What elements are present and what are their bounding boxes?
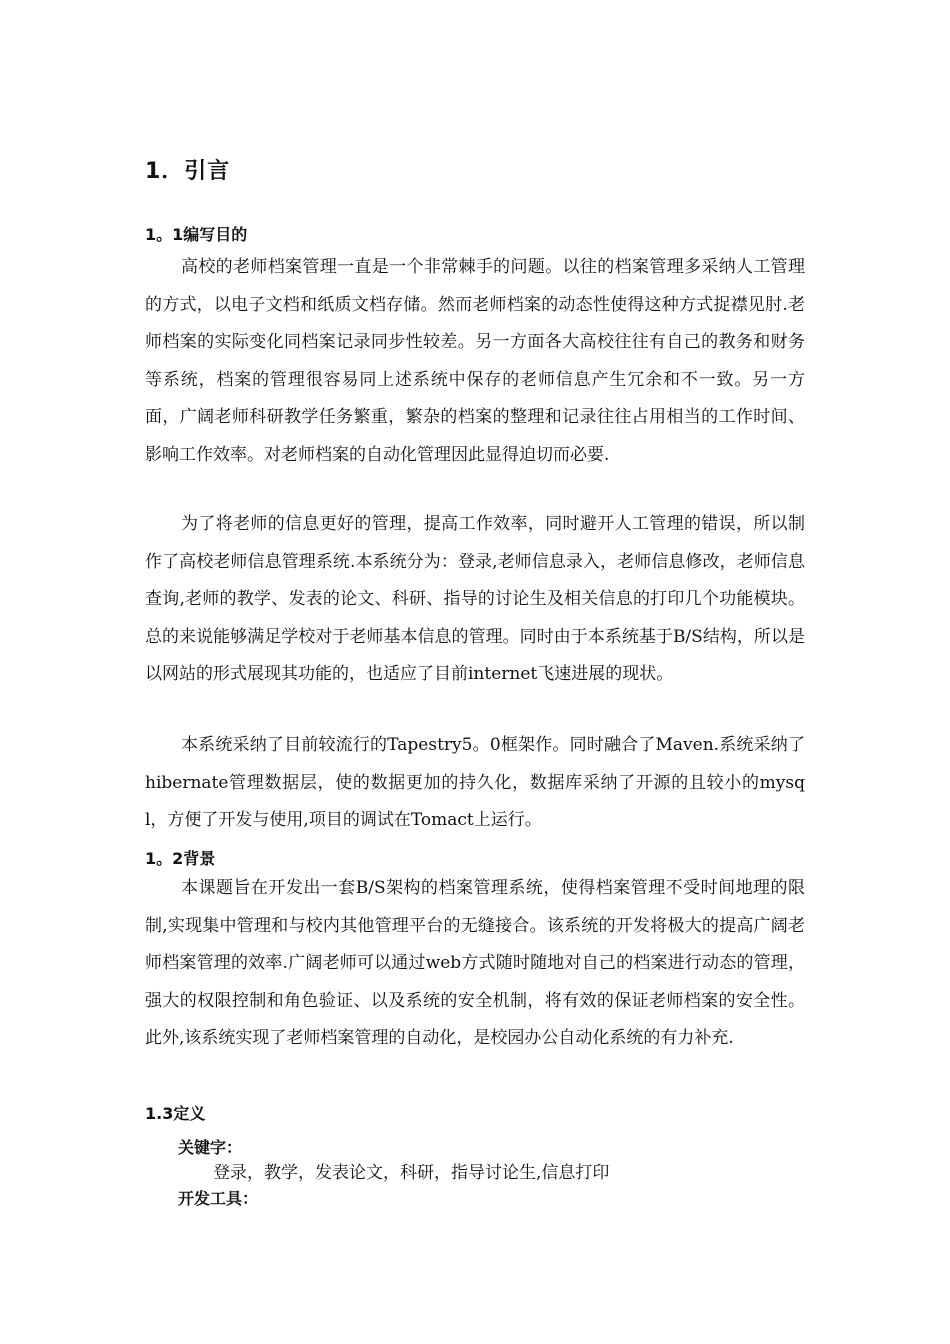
chapter-heading: 1．引言 [145,159,231,184]
keywords-text: 登录，教学，发表论文，科研，指导讨论生,信息打印 [213,1163,610,1183]
keywords-label: 关键字： [178,1138,243,1157]
paragraph-purpose-2: 为了将老师的信息更好的管理，提高工作效率，同时避开人工管理的错误，所以制作了高校老师信息管理系统.本系统分为：登录,老师信息录入，老师信息修改，老师信息查询,老师的教学、发表的论文、科研、指导的讨论生及相关信息的打印几个功能模块。总的来说能够满足学校对于老师基本信息的管理。同时由于本系统基于B/S结构，所以是以网站的形式展现其功能的，也适应了目前internet飞速进展的现状。 [145,514,805,684]
section-heading-purpose: 1。1编写目的 [145,225,248,244]
tools-label: 开发工具： [178,1189,259,1208]
section-heading-background: 1。2背景 [145,849,216,868]
paragraph-purpose-3: 本系统采纳了目前较流行的Tapestry5。0框架作。同时融合了Maven.系统采纳了hibernate管理数据层，使的数据更加的持久化，数据库采纳了开源的且较小的mysql，方便了开发与使用,项目的调试在Tomact上运行。 [145,735,805,830]
section-heading-definitions: 1.3定义 [145,1104,206,1123]
paragraph-purpose-1: 高校的老师档案管理一直是一个非常棘手的问题。以往的档案管理多采纳人工管理的方式，以电子文档和纸质文档存储。然而老师档案的动态性使得这种方式捉襟见肘.老师档案的实际变化同档案记录同步性较差。另一方面各大高校往往有自己的教务和财务等系统，档案的管理很容易同上述系统中保存的老师信息产生冗余和不一致。另一方面，广阔老师科研教学任务繁重，繁杂的档案的整理和记录往往占用相当的工作时间、影响工作效率。对老师档案的自动化管理因此显得迫切而必要. [145,257,805,465]
paragraph-background: 本课题旨在开发出一套B/S架构的档案管理系统，使得档案管理不受时间地理的限制,实现集中管理和与校内其他管理平台的无缝接合。该系统的开发将极大的提高广阔老师档案管理的效率.广阔老师可以通过web方式随时随地对自己的档案进行动态的管理，强大的权限控制和角色验证、以及系统的安全机制，将有效的保证老师档案的安全性。此外,该系统实现了老师档案管理的自动化，是校园办公自动化系统的有力补充. [145,878,805,1048]
